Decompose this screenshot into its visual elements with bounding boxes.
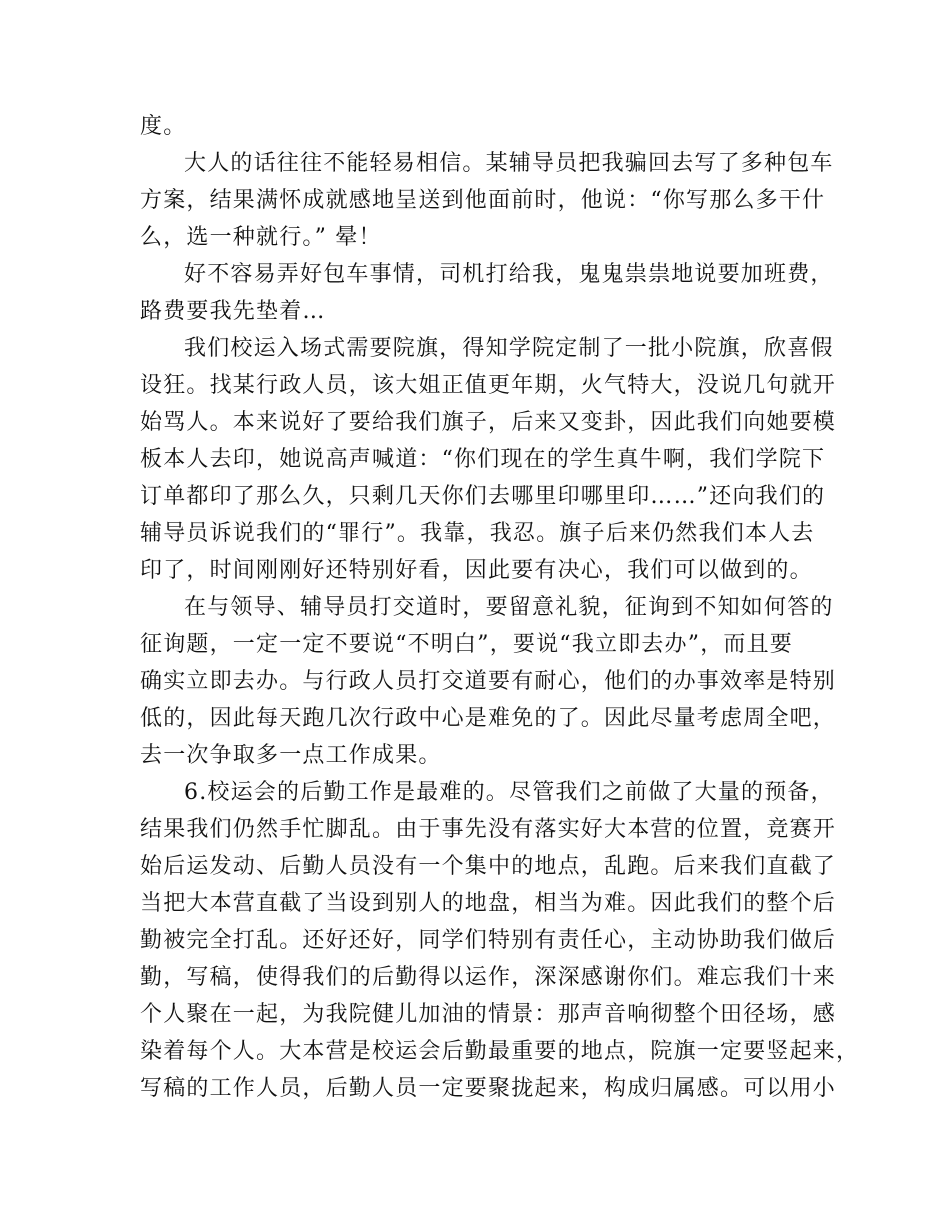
- text-line: 在与领导、辅导员打交道时，要留意礼貌，征询到不知如何答的: [184, 595, 834, 620]
- document-body: [140, 108, 860, 1107]
- text-line: 板本人去印，她说高声喊道：“你们现在的学生真牛啊，我们学院下: [140, 447, 826, 472]
- text-line: 路费要我先垫着…: [140, 299, 326, 324]
- text-line: 当把大本营直截了当设到别人的地盘，相当为难。因此我们的整个后: [140, 891, 837, 916]
- text-line: 勤被完全打乱。还好还好，同学们特别有责任心，主动协助我们做后: [140, 928, 837, 953]
- text-line: 确实立即去办。与行政人员打交道要有耐心，他们的办事效率是特别: [140, 669, 837, 694]
- text-line: 设狂。找某行政人员，该大姐正值更年期，火气特大，没说几句就开: [140, 373, 837, 398]
- text-line: 大人的话往往不能轻易相信。某辅导员把我骗回去写了多种包车: [184, 151, 834, 176]
- text-line: 好不容易弄好包车事情，司机打给我，鬼鬼祟祟地说要加班费，: [184, 262, 834, 287]
- text-line: 辅导员诉说我们的“罪行”。我靠，我忍。旗子后来仍然我们本人去: [140, 521, 815, 546]
- text-line: 勤，写稿，使得我们的后勤得以运作，深深感谢你们。难忘我们十来: [140, 965, 837, 990]
- text-line: 去一次争取多一点工作成果。: [140, 743, 442, 768]
- text-line: 度。: [140, 114, 187, 139]
- text-line: 6.校运会的后勤工作是最难的。尽管我们之前做了大量的预备，: [184, 780, 834, 805]
- text-line: 征询题，一定一定不要说“不明白”，要说“我立即去办”，而且要: [140, 632, 793, 657]
- text-line: 始骂人。本来说好了要给我们旗子，后来又变卦，因此我们向她要模: [140, 410, 837, 435]
- text-line: 写稿的工作人员，后勤人员一定要聚拢起来，构成归属感。可以用小: [140, 1076, 837, 1101]
- text-line: 我们校运入场式需要院旗，得知学院定制了一批小院旗，欣喜假: [184, 336, 834, 361]
- text-line: 始后运发动、后勤人员没有一个集中的地点，乱跑。后来我们直截了: [140, 854, 837, 879]
- text-line: 印了，时间刚刚好还特别好看，因此要有决心，我们可以做到的。: [140, 558, 813, 583]
- text-line: 低的，因此每天跑几次行政中心是难免的了。因此尽量考虑周全吧，: [140, 706, 837, 731]
- text-line: 么，选一种就行。” 晕！: [140, 225, 382, 250]
- text-line: 染着每个人。大本营是校运会后勤最重要的地点，院旗一定要竖起来，: [140, 1039, 860, 1064]
- text-line: 方案，结果满怀成就感地呈送到他面前时，他说：“你写那么多干什: [140, 188, 826, 213]
- text-line: 个人聚在一起，为我院健儿加油的情景：那声音响彻整个田径场，感: [140, 1002, 837, 1027]
- text-line: 订单都印了那么久，只剩几天你们去哪里印哪里印……”还向我们的: [140, 484, 826, 509]
- text-line: 结果我们仍然手忙脚乱。由于事先没有落实好大本营的位置，竞赛开: [140, 817, 837, 842]
